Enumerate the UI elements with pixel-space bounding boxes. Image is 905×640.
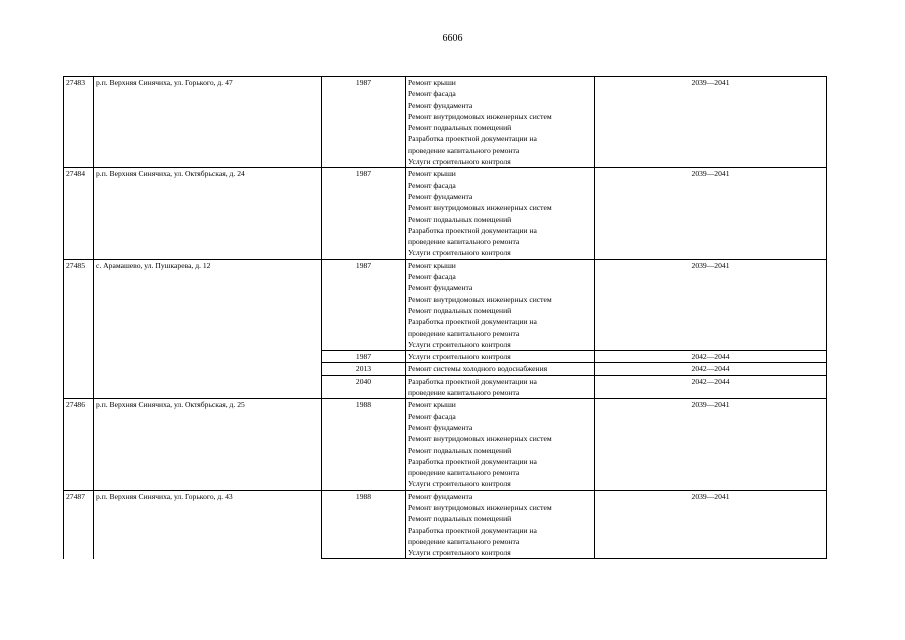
- work-item: Ремонт крыши: [408, 78, 456, 87]
- work-item: Разработка проектной документации на: [408, 376, 537, 386]
- repair-period: 2039—2041: [595, 399, 827, 490]
- record-id: 27487: [64, 490, 94, 559]
- work-item: Разработка проектной документации на: [408, 225, 537, 235]
- works-list: [406, 363, 595, 375]
- record-address: р.п. Верхняя Синячиха, ул. Октябрьская, д. 24: [94, 168, 322, 259]
- works-list: [406, 375, 595, 399]
- work-item: Ремонт подвальных помещений: [408, 305, 512, 315]
- works-list: [406, 259, 595, 350]
- table-row: [64, 168, 827, 259]
- record-id: 27484: [64, 168, 94, 259]
- build-year: 2040: [322, 375, 406, 399]
- work-item: Ремонт крыши: [408, 169, 456, 179]
- work-item: Разработка проектной документации на: [408, 456, 537, 466]
- repair-period: 2039—2041: [595, 77, 827, 168]
- work-item: Ремонт внутридомовых инженерных систем: [408, 203, 552, 213]
- work-item: Разработка проектной документации на: [408, 317, 537, 327]
- work-item: Ремонт подвальных помещений: [408, 514, 512, 524]
- work-item: Услуги строительного контроля: [408, 479, 511, 489]
- work-item: Ремонт подвальных помещений: [408, 123, 512, 133]
- work-item: Ремонт внутридомовых инженерных систем: [408, 111, 552, 121]
- table-row: [64, 490, 827, 559]
- work-item: проведение капитального ремонта: [408, 536, 520, 546]
- table-row: [64, 259, 827, 350]
- capital-repair-table: [63, 76, 827, 559]
- repair-period: 2039—2041: [595, 168, 827, 259]
- work-item: Ремонт подвальных помещений: [408, 214, 512, 224]
- table-row: [64, 77, 827, 168]
- work-item: Ремонт фасада: [408, 89, 456, 99]
- work-item: Услуги строительного контроля: [408, 352, 511, 362]
- works-list: [406, 351, 595, 363]
- build-year: 1988: [322, 490, 406, 559]
- work-item: Ремонт системы холодного водоснабжения: [408, 364, 548, 374]
- work-item: Услуги строительного контроля: [408, 157, 511, 167]
- works-list: [406, 77, 595, 168]
- work-item: Услуги строительного контроля: [408, 339, 511, 349]
- record-id: 27485: [64, 259, 94, 399]
- work-item: Услуги строительного контроля: [408, 248, 511, 258]
- table-row: [64, 399, 827, 490]
- record-address: р.п. Верхняя Синячиха, ул. Горького, д. 43: [94, 490, 322, 559]
- work-item: Ремонт фундамента: [408, 422, 473, 432]
- works-list: [406, 168, 595, 259]
- record-address: р.п. Верхняя Синячиха, ул. Горького, д. 47: [94, 77, 322, 168]
- repair-period: 2039—2041: [595, 259, 827, 350]
- work-item: Ремонт фундамента: [408, 100, 473, 110]
- repair-period: 2039—2041: [595, 490, 827, 559]
- work-item: Ремонт фундамента: [408, 283, 473, 293]
- work-item: Ремонт внутридомовых инженерных систем: [408, 294, 552, 304]
- work-item: Ремонт фасада: [408, 272, 456, 282]
- repair-period: 2042—2044: [595, 351, 827, 363]
- work-item: Ремонт подвальных помещений: [408, 445, 512, 455]
- work-item: Ремонт фасада: [408, 180, 456, 190]
- work-item: Ремонт крыши: [408, 400, 456, 410]
- work-item: Ремонт крыши: [408, 260, 456, 270]
- build-year: 1988: [322, 399, 406, 490]
- works-list: [406, 399, 595, 490]
- work-item: проведение капитального ремонта: [408, 328, 520, 338]
- work-item: Услуги строительного контроля: [408, 548, 511, 558]
- page-number: 6606: [442, 33, 463, 44]
- work-item: Ремонт внутридомовых инженерных систем: [408, 434, 552, 444]
- record-address: с. Арамашево, ул. Пушкарева, д. 12: [94, 259, 322, 399]
- work-item: проведение капитального ремонта: [408, 468, 520, 478]
- record-id: 27483: [64, 77, 94, 168]
- work-item: проведение капитального ремонта: [408, 237, 520, 247]
- works-list: [406, 490, 595, 559]
- build-year: 1987: [322, 77, 406, 168]
- table-body: [64, 77, 827, 559]
- work-item: Разработка проектной документации на: [408, 134, 537, 144]
- build-year: 1987: [322, 168, 406, 259]
- record-id: 27486: [64, 399, 94, 490]
- work-item: Ремонт фундамента: [408, 191, 473, 201]
- record-address: р.п. Верхняя Синячиха, ул. Октябрьская, д. 25: [94, 399, 322, 490]
- build-year: 1987: [322, 351, 406, 363]
- work-item: Разработка проектной документации на: [408, 525, 537, 535]
- work-item: Ремонт фасада: [408, 411, 456, 421]
- build-year: 1987: [322, 259, 406, 350]
- repair-period: 2042—2044: [595, 375, 827, 399]
- repair-period: 2042—2044: [595, 363, 827, 375]
- work-item: Ремонт фундамента: [408, 491, 473, 501]
- work-item: Ремонт внутридомовых инженерных систем: [408, 502, 552, 512]
- work-item: проведение капитального ремонта: [408, 388, 520, 398]
- build-year: 2013: [322, 363, 406, 375]
- work-item: проведение капитального ремонта: [408, 145, 520, 155]
